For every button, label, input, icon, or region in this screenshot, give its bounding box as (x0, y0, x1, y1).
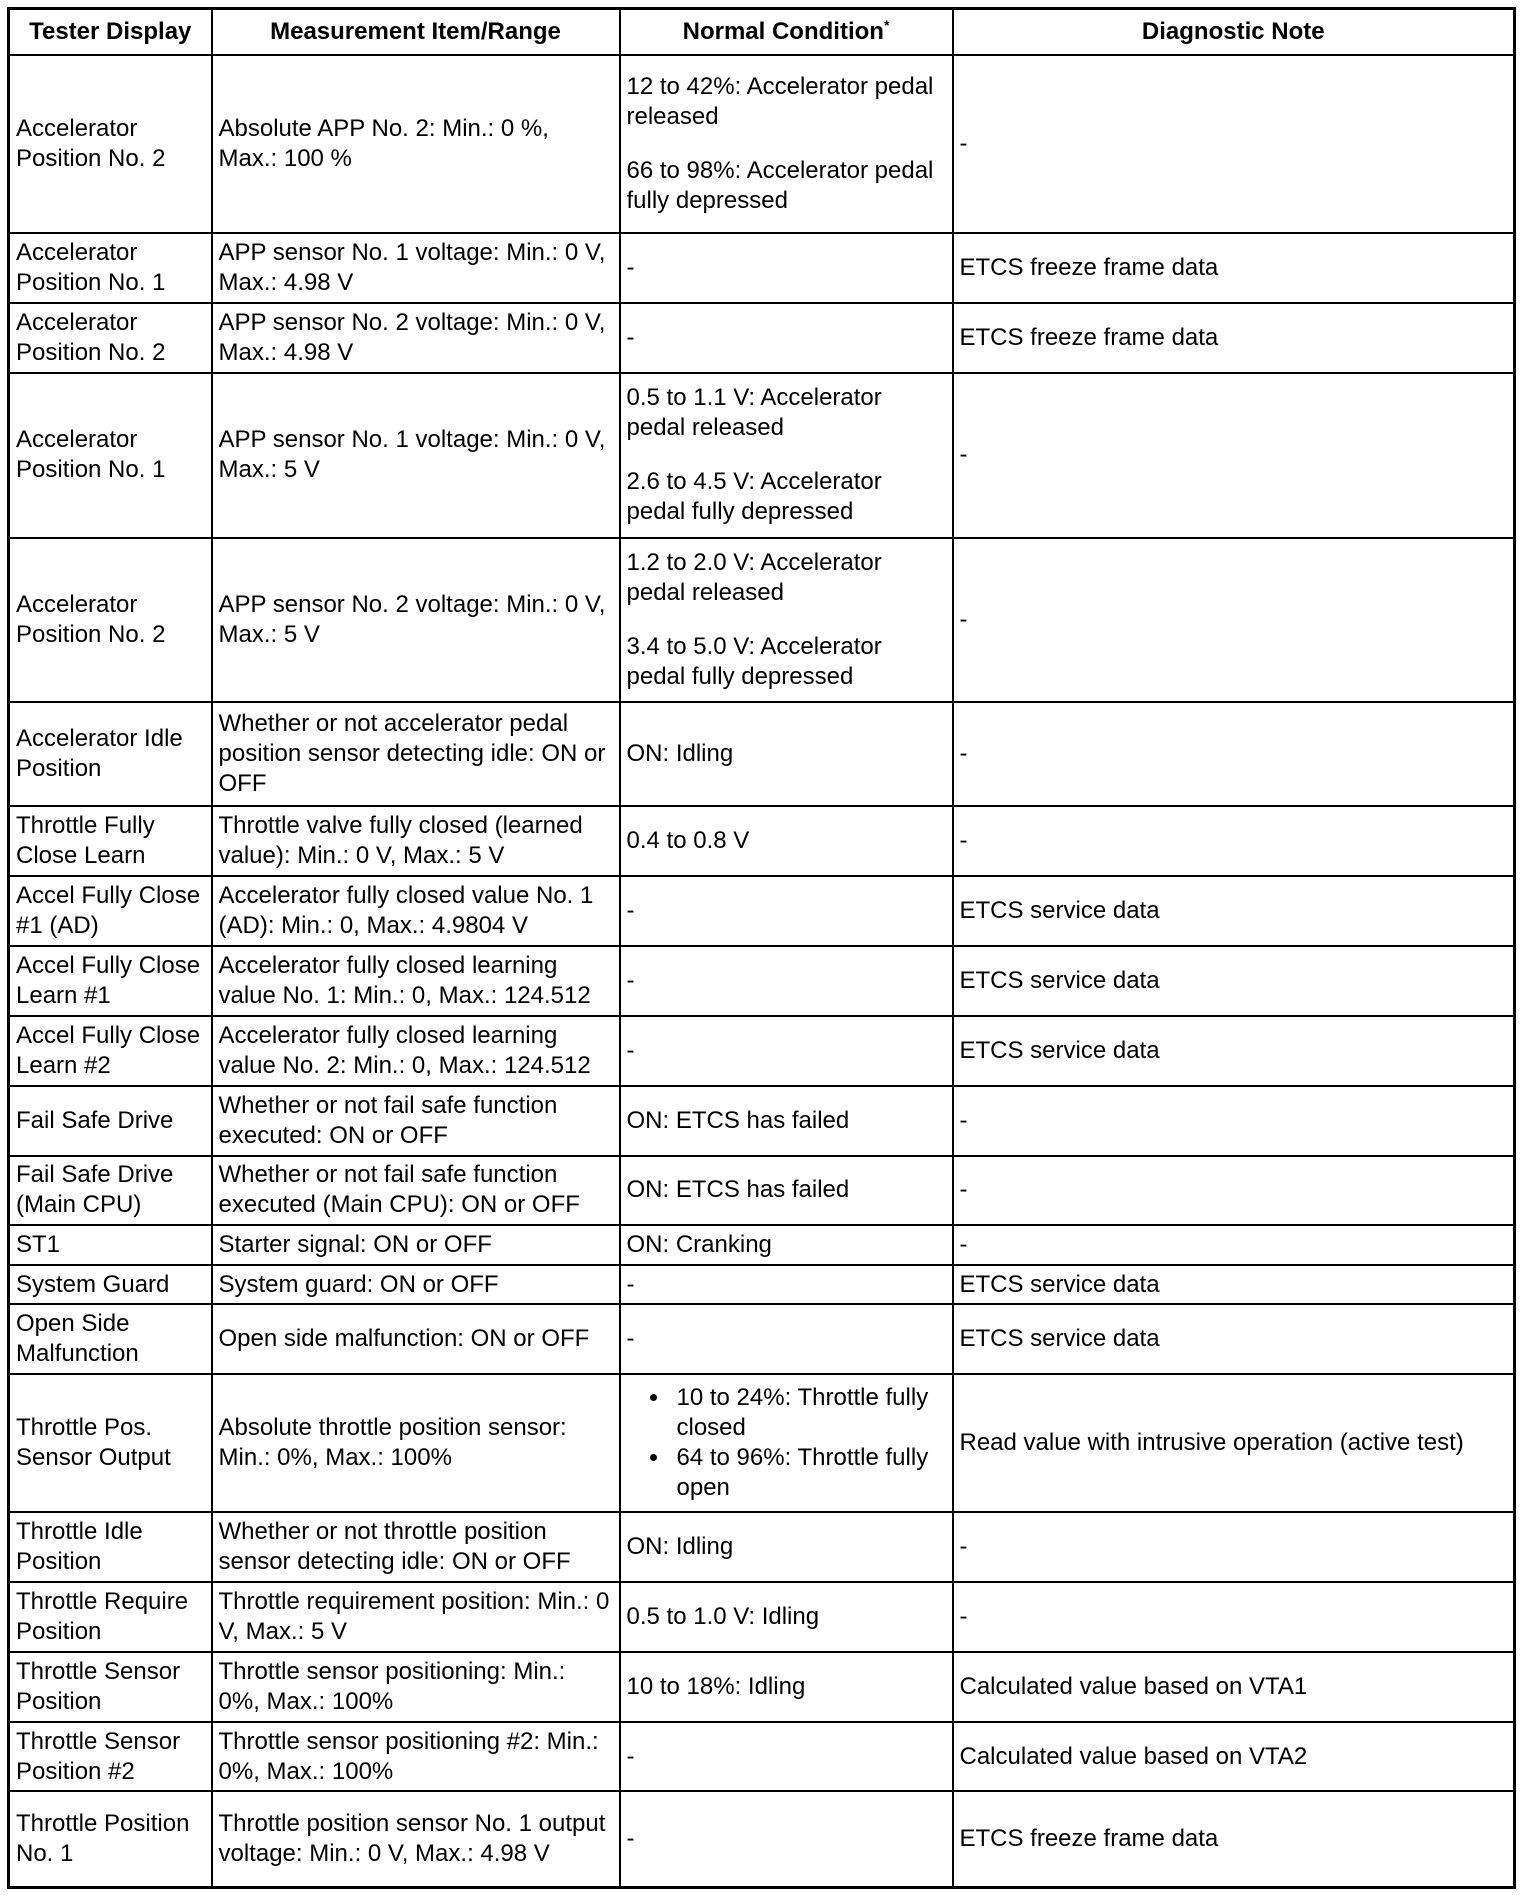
normal-condition-text: ON: Cranking (626, 1231, 772, 1259)
normal-condition-text: - (626, 966, 635, 994)
normal-condition-cell (620, 1791, 953, 1887)
normal-condition-list (627, 1383, 946, 1503)
normal-condition-text: 12 to 42%: Accelerator pedal released (626, 73, 934, 131)
table-row (9, 1652, 1515, 1722)
normal-condition-cell (620, 1304, 953, 1374)
diagnostic-note-cell: ETCS service data (953, 876, 1515, 946)
tester-display-cell: Throttle Position No. 1 (9, 1791, 212, 1887)
normal-condition-text: 3.4 to 5.0 V: Accelerator pedal fully depressed (626, 632, 882, 690)
normal-condition-text: 66 to 98%: Accelerator pedal fully depressed (626, 157, 934, 215)
table-row (9, 538, 1515, 703)
diagnostic-note-cell: - (953, 1582, 1515, 1652)
diagnostic-note-cell: - (953, 1512, 1515, 1582)
measurement-cell: Whether or not fail safe function executed (Main CPU): ON or OFF (212, 1156, 620, 1226)
tester-display-cell: Throttle Sensor Position #2 (9, 1722, 212, 1792)
tester-display-cell: Fail Safe Drive (9, 1086, 212, 1156)
measurement-cell: APP sensor No. 2 voltage: Min.: 0 V, Max.: 5 V (212, 538, 620, 703)
normal-condition-cell (620, 702, 953, 806)
tester-display-cell: Throttle Sensor Position (9, 1652, 212, 1722)
normal-condition-text: ON: Idling (626, 1532, 734, 1560)
table-row (9, 1791, 1515, 1887)
normal-condition-cell (620, 1016, 953, 1086)
normal-condition-cell (620, 233, 953, 303)
table-row (9, 1265, 1515, 1304)
tester-display-cell: System Guard (9, 1265, 212, 1304)
normal-condition-text: 0.5 to 1.0 V: Idling (626, 1602, 820, 1630)
measurement-cell: APP sensor No. 1 voltage: Min.: 0 V, Max.: 5 V (212, 373, 620, 538)
normal-condition-text: - (626, 1742, 635, 1770)
diagnostic-note-cell: - (953, 702, 1515, 806)
diagnostic-note-cell: - (953, 1225, 1515, 1264)
tester-display-cell: Throttle Idle Position (9, 1512, 212, 1582)
normal-condition-text: - (626, 1036, 635, 1064)
diagnostic-note-cell: - (953, 1156, 1515, 1226)
normal-condition-text: ON: Idling (626, 740, 734, 768)
table-row (9, 1304, 1515, 1374)
header-measurement: Measurement Item/Range (212, 9, 620, 56)
normal-condition-text: 0.5 to 1.1 V: Accelerator pedal released (626, 384, 882, 442)
table-row (9, 946, 1515, 1016)
normal-condition-cell (620, 1156, 953, 1226)
measurement-cell: Absolute APP No. 2: Min.: 0 %, Max.: 100 % (212, 55, 620, 233)
measurement-cell: APP sensor No. 1 voltage: Min.: 0 V, Max.: 4.98 V (212, 233, 620, 303)
diagnostic-note-cell: - (953, 373, 1515, 538)
header-normal-condition: Normal Condition* (620, 9, 953, 56)
normal-condition-bullet: • 64 to 96%: Throttle fully open (671, 1443, 946, 1503)
normal-condition-cell (620, 1582, 953, 1652)
tester-display-cell: Throttle Require Position (9, 1582, 212, 1652)
normal-condition-cell (620, 1652, 953, 1722)
normal-condition-text: 2.6 to 4.5 V: Accelerator pedal fully depressed (626, 468, 882, 526)
table-row (9, 1225, 1515, 1264)
measurement-cell: Starter signal: ON or OFF (212, 1225, 620, 1264)
normal-condition-text: - (626, 324, 635, 352)
header-diagnostic-note: Diagnostic Note (953, 9, 1515, 56)
tester-display-cell: Fail Safe Drive (Main CPU) (9, 1156, 212, 1226)
diagnostic-note-cell: ETCS freeze frame data (953, 233, 1515, 303)
tester-display-cell: Accelerator Position No. 2 (9, 303, 212, 373)
tester-display-cell: Accel Fully Close Learn #1 (9, 946, 212, 1016)
normal-condition-cell (620, 1086, 953, 1156)
measurement-cell: Throttle position sensor No. 1 output voltage: Min.: 0 V, Max.: 4.98 V (212, 1791, 620, 1887)
measurement-cell: APP sensor No. 2 voltage: Min.: 0 V, Max.: 4.98 V (212, 303, 620, 373)
measurement-cell: Throttle requirement position: Min.: 0 V, Max.: 5 V (212, 1582, 620, 1652)
tester-display-cell: Accel Fully Close Learn #2 (9, 1016, 212, 1086)
table-row (9, 806, 1515, 876)
table-row (9, 702, 1515, 806)
measurement-cell: Accelerator fully closed learning value No. 1: Min.: 0, Max.: 124.512 (212, 946, 620, 1016)
normal-condition-text: ON: ETCS has failed (626, 1106, 850, 1134)
table-row (9, 55, 1515, 233)
measurement-cell: System guard: ON or OFF (212, 1265, 620, 1304)
measurement-cell: Whether or not fail safe function executed: ON or OFF (212, 1086, 620, 1156)
diagnostic-note-cell: - (953, 55, 1515, 233)
table-row (9, 876, 1515, 946)
diagnostic-note-cell: ETCS service data (953, 1265, 1515, 1304)
normal-condition-cell (620, 373, 953, 538)
footnote-mark: * (883, 17, 890, 33)
table-row (9, 1512, 1515, 1582)
normal-condition-text: - (626, 896, 635, 924)
normal-condition-cell (620, 1374, 953, 1512)
table-row (9, 373, 1515, 538)
normal-condition-cell (620, 55, 953, 233)
tester-display-cell: ST1 (9, 1225, 212, 1264)
header-tester-display: Tester Display (9, 9, 212, 56)
measurement-cell: Whether or not accelerator pedal position sensor detecting idle: ON or OFF (212, 702, 620, 806)
normal-condition-text: 1.2 to 2.0 V: Accelerator pedal released (626, 548, 882, 606)
normal-condition-text: ON: ETCS has failed (626, 1176, 850, 1204)
diagnostic-note-cell: ETCS service data (953, 1304, 1515, 1374)
normal-condition-cell (620, 946, 953, 1016)
diagnostic-note-cell: - (953, 806, 1515, 876)
tester-display-cell: Open Side Malfunction (9, 1304, 212, 1374)
table-row (9, 1086, 1515, 1156)
diagnostic-note-cell: - (953, 1086, 1515, 1156)
table-row (9, 1156, 1515, 1226)
measurement-cell: Open side malfunction: ON or OFF (212, 1304, 620, 1374)
tester-display-cell: Accelerator Position No. 2 (9, 55, 212, 233)
normal-condition-cell (620, 1265, 953, 1304)
normal-condition-cell (620, 303, 953, 373)
diagnostic-note-cell: ETCS freeze frame data (953, 1791, 1515, 1887)
normal-condition-text: 10 to 18%: Idling (626, 1672, 806, 1700)
tester-display-cell: Accelerator Position No. 1 (9, 233, 212, 303)
normal-condition-text: - (626, 1325, 635, 1353)
diagnostic-note-cell: ETCS freeze frame data (953, 303, 1515, 373)
normal-condition-cell (620, 538, 953, 703)
table-row (9, 1016, 1515, 1086)
diagnostic-note-cell: Read value with intrusive operation (active test) (953, 1374, 1515, 1512)
diagnostic-note-cell: Calculated value based on VTA2 (953, 1722, 1515, 1792)
diagnostic-note-cell: Calculated value based on VTA1 (953, 1652, 1515, 1722)
measurement-cell: Throttle valve fully closed (learned value): Min.: 0 V, Max.: 5 V (212, 806, 620, 876)
normal-condition-bullet: • 10 to 24%: Throttle fully closed (671, 1383, 946, 1443)
measurement-cell: Throttle sensor positioning: Min.: 0%, Max.: 100% (212, 1652, 620, 1722)
diagnostic-note-cell: ETCS service data (953, 1016, 1515, 1086)
measurement-cell: Accelerator fully closed value No. 1 (AD): Min.: 0, Max.: 4.9804 V (212, 876, 620, 946)
normal-condition-cell (620, 876, 953, 946)
table-row (9, 1582, 1515, 1652)
measurement-cell: Throttle sensor positioning #2: Min.: 0%, Max.: 100% (212, 1722, 620, 1792)
table-row (9, 233, 1515, 303)
table-row (9, 303, 1515, 373)
tester-display-cell: Throttle Pos. Sensor Output (9, 1374, 212, 1512)
tester-display-cell: Throttle Fully Close Learn (9, 806, 212, 876)
normal-condition-cell (620, 1512, 953, 1582)
normal-condition-text: 0.4 to 0.8 V (626, 826, 750, 854)
diagnostic-data-table (7, 7, 1516, 1889)
measurement-cell: Accelerator fully closed learning value No. 2: Min.: 0, Max.: 124.512 (212, 1016, 620, 1086)
diagnostic-note-cell: ETCS service data (953, 946, 1515, 1016)
measurement-cell: Whether or not throttle position sensor detecting idle: ON or OFF (212, 1512, 620, 1582)
normal-condition-text: - (626, 1825, 635, 1853)
tester-display-cell: Accel Fully Close #1 (AD) (9, 876, 212, 946)
tester-display-cell: Accelerator Idle Position (9, 702, 212, 806)
normal-condition-text: - (626, 1270, 635, 1298)
diagnostic-note-cell: - (953, 538, 1515, 703)
normal-condition-text: - (626, 254, 635, 282)
header-row (9, 9, 1515, 56)
normal-condition-cell (620, 1722, 953, 1792)
tester-display-cell: Accelerator Position No. 2 (9, 538, 212, 703)
table-row (9, 1722, 1515, 1792)
measurement-cell: Absolute throttle position sensor: Min.: 0%, Max.: 100% (212, 1374, 620, 1512)
tester-display-cell: Accelerator Position No. 1 (9, 373, 212, 538)
normal-condition-cell (620, 806, 953, 876)
table-row (9, 1374, 1515, 1512)
normal-condition-cell (620, 1225, 953, 1264)
